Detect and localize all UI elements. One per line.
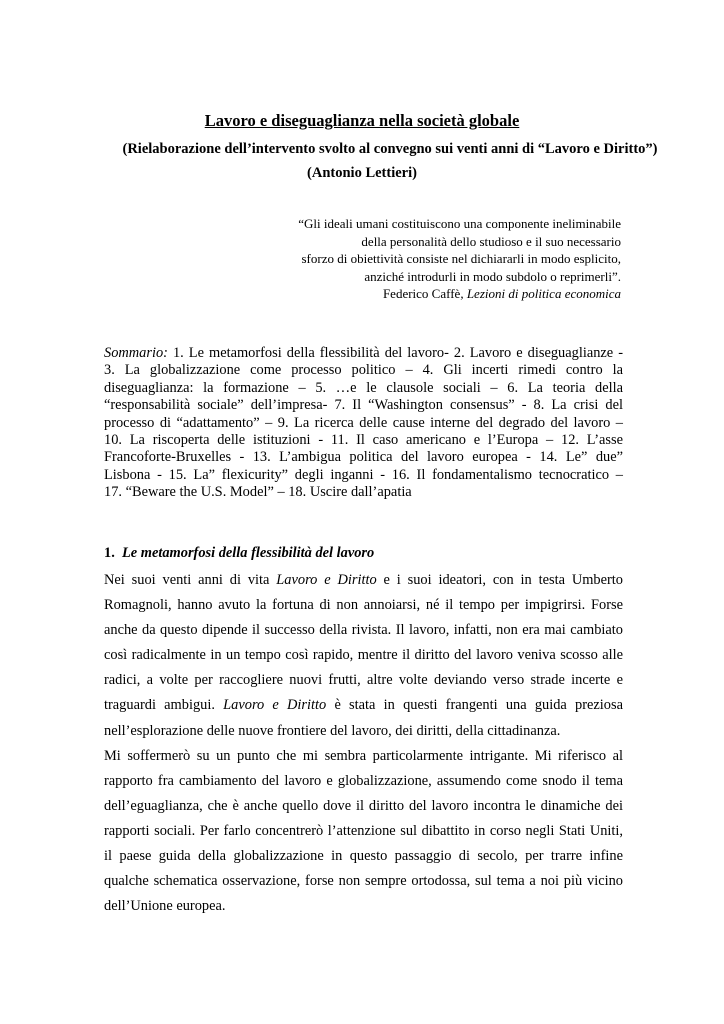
body-line (104, 794, 623, 819)
epigraph-line: sforzo di obiettività consiste nel dichiararli in modo esplicito, (301, 251, 621, 267)
summary-paragraph (104, 345, 623, 502)
epigraph-line: della personalità dello studioso e il suo necessario (361, 233, 621, 249)
body-line-text: radici, a volte per raccogliere nuovi frutti, altre volte deviando verso strade incerte e (104, 672, 623, 689)
body-line-text: rapporto fra cambiamento del lavoro e globalizzazione, assumendo come snodo il tema (104, 772, 623, 789)
body-line (104, 693, 623, 718)
summary-line: Francoforte-Bruxelles - 13. L’ambigua politica del lavoro europea - 14. Le” due” (104, 449, 623, 466)
epigraph-attribution (261, 285, 621, 303)
body-line (104, 593, 623, 618)
summary-line: 17. “Beware the U.S. Model” – 18. Uscire dall’apatia (104, 484, 412, 501)
document-subtitle: (Rielaborazione dell’intervento svolto al convegno sui venti anni di “Lavoro e Diritto”) (122, 141, 658, 157)
body-line-text: Nei suoi venti anni di vita (104, 572, 277, 588)
body-line (104, 769, 623, 794)
body-line-text: traguardi ambigui. (104, 697, 224, 714)
body-line (104, 819, 623, 844)
body-line (104, 668, 623, 693)
body-line-text: il paese guida della globalizzazione in questo passaggio di secolo, per trarre infine (104, 848, 623, 865)
body-line (104, 744, 623, 769)
author-line: (Antonio Lettieri) (307, 165, 417, 181)
document-title: Lavoro e diseguaglianza nella società globale (204, 111, 520, 130)
summary-label: Sommario: (104, 345, 168, 361)
summary-line: Lisbona - 15. La” flexicurity” degli inganni - 16. Il fondamentalismo tecnocratico – (104, 466, 623, 483)
body-line-text: dell’Unione europea. (104, 898, 226, 915)
body-line-text: così radicalmente in un tempo così rapido, mentre il diritto del lavoro veniva scosso alle (104, 647, 623, 664)
journal-title: Lavoro e Diritto (223, 697, 327, 714)
body-line-text: qualche schematica osservazione, forse non sempre ortodossa, sul tema a noi più vicino (104, 873, 623, 890)
summary-line: diseguaglianza: la formazione – 5. …e le clausole sociali – 6. La teoria della (104, 379, 623, 396)
section-title: Le metamorfosi della flessibilità del lavoro (122, 545, 375, 561)
body-line (104, 618, 623, 643)
body-line (104, 869, 623, 894)
body-line-text: Mi soffermerò su un punto che mi sembra particolarmente intrigante. Mi riferisco al (104, 747, 623, 764)
body-line (104, 568, 623, 593)
body-line-text: nell’esplorazione delle nuove frontiere del lavoro, dei diritti, della cittadinanza. (104, 722, 561, 739)
summary-line-text: 1. Le metamorfosi della flessibilità del lavoro- 2. Lavoro e diseguaglianze - (167, 345, 623, 361)
summary-line: 10. La riscoperta delle istituzioni - 11. Il caso americano e l’Europa – 12. L’asse (104, 432, 623, 449)
epigraph-book-title: Lezioni di politica economica (466, 286, 621, 302)
body-line (104, 643, 623, 668)
body-line-text: Romagnoli, hanno avuto la fortuna di non annoiarsi, né il tempo per impigrirsi. Forse (104, 597, 623, 614)
body-line-text: è stata in questi frangenti una guida preziosa (326, 697, 623, 714)
body-line (104, 719, 623, 744)
epigraph-line: anziché introdurli in modo subdolo o reprimerli”. (364, 268, 621, 284)
body-line-text: anche da questo dipende il successo della rivista. Il lavoro, infatti, non era mai cambiato (104, 622, 623, 639)
section-body (104, 568, 623, 919)
section-number: 1. (104, 545, 115, 561)
body-line (104, 894, 623, 919)
summary-line: “responsabilità sociale” dell’impresa- 7. Il “Washington consensus” - 8. La crisi del (104, 397, 623, 414)
section-heading (104, 545, 374, 562)
epigraph-quote (261, 215, 621, 303)
epigraph-author: Federico Caffè (382, 286, 461, 302)
body-line (104, 844, 623, 869)
epigraph-line: “Gli ideali umani costituiscono una componente ineliminabile (298, 216, 621, 231)
body-line-text: rapporti sociali. Per farlo concentrerò l’attenzione sul dibattito in corso negli Stati Uniti, (104, 822, 623, 839)
journal-title: Lavoro e Diritto (276, 572, 377, 588)
summary-line (104, 345, 623, 362)
summary-line: 3. La globalizzazione come processo politico – 4. Gli incerti rimedi contro la (104, 362, 623, 379)
body-line-text: dell’eguaglianza, che è anche quello dove il diritto del lavoro incontra le dinamiche dei (104, 797, 623, 814)
summary-line: processo di “adattamento” – 9. La ricerca delle cause interne del degrado del lavoro – (104, 414, 623, 431)
epigraph-comma: , (460, 286, 467, 302)
body-line-text: e i suoi ideatori, con in testa Umberto (376, 572, 623, 588)
